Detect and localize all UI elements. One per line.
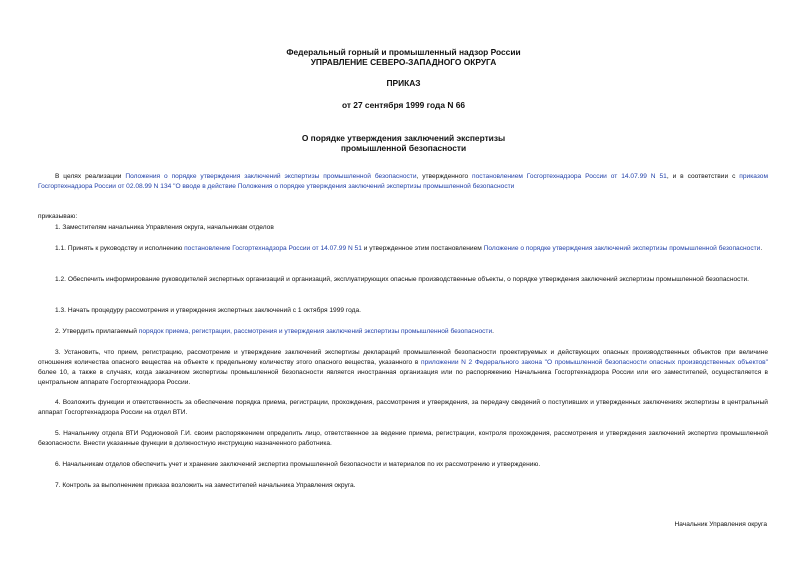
item-text: и утвержденное этим постановлением xyxy=(361,245,484,252)
item-1-2: 1.2. Обеспечить информирование руководителей экспертных организаций и организаций, эксплуатирующих опасные производственные объекты, о порядке утверждения заключений экспертизы промышленной безопасности. xyxy=(55,276,749,283)
link-resolution[interactable]: постановлением Госгортехнадзора России от 14.07.99 N 51 xyxy=(472,173,667,180)
item-text: 2. Утвердить прилагаемый xyxy=(55,328,139,335)
header-block xyxy=(0,47,807,67)
link-resolution-51[interactable]: постановление Госгортехнадзора России от 14.07.99 N 51 xyxy=(184,245,362,252)
doc-title-line2: промышленной безопасности xyxy=(340,143,467,153)
link-regulation-approval[interactable]: Положение о порядке утверждения заключений экспертизы промышленной безопасности xyxy=(483,245,761,252)
item-3 xyxy=(38,348,768,388)
item-1: 1. Заместителям начальника Управления округа, начальникам отделов xyxy=(55,224,274,231)
preamble-text: , утвержденного xyxy=(416,173,473,180)
order-word: приказываю: xyxy=(38,213,78,220)
preamble-text: В целях реализации xyxy=(55,173,126,180)
item-2 xyxy=(38,327,768,337)
item-4: 4. Возложить функции и ответственность за обеспечение порядка приема, регистрации, прохождения, рассмотрения и утверждения, за передачу сведений о поступивших и утвержденных заключениях экспертизы в центральный аппарат Госгортехнадзора России на отдел ВТИ. xyxy=(38,399,768,416)
doc-title-line1: О порядке утверждения заключений экспертизы xyxy=(301,133,506,143)
item-6: 6. Начальникам отделов обеспечить учет и хранение заключений экспертиз промышленной безопасности и материалов по их рассмотрению и утверждению. xyxy=(55,461,541,468)
item-text: . xyxy=(492,328,494,335)
item-1-1 xyxy=(38,244,768,254)
preamble-paragraph xyxy=(38,172,768,192)
item-text: 3. Установить, что прием, регистрацию, рассмотрение и утверждение заключений экспертизы деклараций промышленной безопасности проектируемых и действующих опасных производственных объектов при величине отношения количества опасного вещества на объекте к предельному количеству этого опасного вещества, указанного в xyxy=(38,349,768,366)
item-text: . xyxy=(760,245,763,252)
doc-type: ПРИКАЗ xyxy=(386,78,421,88)
signature: Начальник Управления округа xyxy=(674,521,767,528)
item-5: 5. Начальнику отдела ВТИ Родионовой Г.И. своим распоряжением определить лицо, ответственное за ведение приема, регистрации, контроля прохождения, рассмотрения и утверждения заключений экспертиз промышленной безопасности. Внести указанные функции в должностную инструкцию назначенного работника. xyxy=(38,430,768,447)
doc-title xyxy=(0,133,807,153)
item-7: 7. Контроль за выполнением приказа возложить на заместителей начальника Управления округа. xyxy=(55,482,356,489)
link-order-134[interactable]: приказом Госгортехнадзора России от 02.08.99 N 134 "О вводе в действие Положения о порядке утверждения заключений экспертизы промышленной безопасности xyxy=(38,173,768,190)
department-name: УПРАВЛЕНИЕ СЕВЕРО-ЗАПАДНОГО ОКРУГА xyxy=(310,57,497,67)
doc-date: от 27 сентября 1999 года N 66 xyxy=(341,100,466,110)
link-procedure[interactable]: порядок приема, регистрации, рассмотрения и утверждения заключений экспертизы промышленной безопасности xyxy=(138,328,493,335)
link-federal-law[interactable]: приложении N 2 Федерального закона "О промышленной безопасности опасных производственных объектов" xyxy=(421,359,769,366)
preamble-text: , и в соответствии с xyxy=(666,173,740,180)
link-regulation[interactable]: Положения о порядке утверждения заключений экспертизы промышленной безопасности xyxy=(125,173,417,180)
item-1-3: 1.3. Начать процедуру рассмотрения и утверждения экспертных заключений с 1 октября 1999 года. xyxy=(55,307,361,314)
item-text: 1.1. Принять к руководству и исполнению xyxy=(55,245,185,252)
item-text: более 10, а также в случаях, когда заказчиком экспертизы промышленной безопасности является иностранная организация или по распоряжению Начальника Госгортехнадзора России или его заместителей, осуществляется в центральном аппарате Госгортехнадзора России. xyxy=(38,369,768,386)
agency-name: Федеральный горный и промышленный надзор России xyxy=(286,47,521,57)
